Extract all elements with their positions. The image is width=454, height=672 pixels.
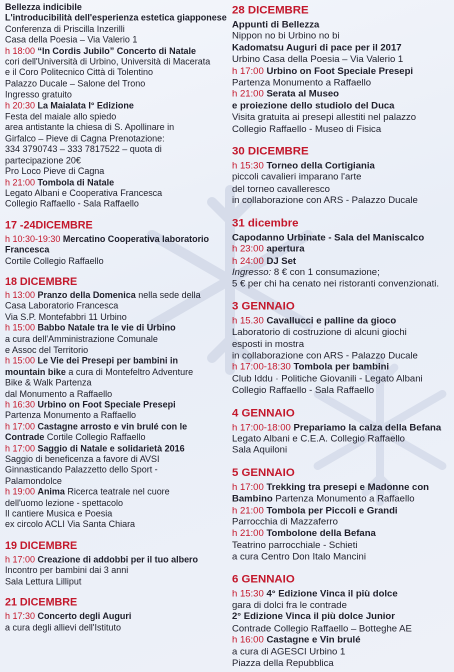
event-detail: Collegio Raffaello - Museo di Fisica <box>232 124 382 135</box>
program-line <box>232 43 438 55</box>
event-detail: Piazza della Repubblica <box>232 658 334 669</box>
program-line <box>232 482 438 494</box>
event-detail: Ginnasticando Palazzetto dello Sport - <box>5 465 158 476</box>
program-line <box>5 134 201 145</box>
program-line <box>5 302 201 313</box>
event-title: Le Vie dei Presepi per bambini in <box>37 356 178 367</box>
event-detail: nella sede della <box>138 291 201 301</box>
event-time: h 16:30 <box>5 400 35 411</box>
program-line <box>232 612 438 624</box>
event-title: Pranzo della Domenica <box>37 291 136 301</box>
event-title: Francesca <box>5 245 50 256</box>
event-title: Cavallucci e palline da gioco <box>266 315 397 327</box>
event-detail: Collegio Raffaello - Sala Raffaello <box>232 385 375 396</box>
program-line <box>5 167 201 178</box>
event-time: h 24:00 <box>232 255 264 267</box>
event-time: h 17:00-18:00 <box>232 422 291 433</box>
program-line <box>232 351 438 363</box>
program-line <box>232 66 438 78</box>
date-heading: 31 dicembre <box>232 215 299 229</box>
program-line <box>5 466 201 477</box>
event-time: h 17:00 <box>5 444 35 454</box>
event-time: h 15.30 <box>232 315 264 327</box>
program-line <box>232 517 438 529</box>
program-line <box>232 316 438 328</box>
date-heading: 18 DICEMBRE <box>5 275 78 288</box>
event-detail: Casa Laboratorio Francesca <box>5 301 119 312</box>
event-time: h 21:00 <box>232 505 264 516</box>
date-heading: 19 DICEMBRE <box>5 539 78 552</box>
program-line <box>232 529 438 541</box>
program-line <box>5 47 201 58</box>
event-detail: Nippon no bi Urbino no bi <box>232 31 340 42</box>
program-line <box>232 446 438 458</box>
event-time: h 19:00 <box>5 487 35 498</box>
event-title: L'introducibilità dell'esperienza estetica giapponese <box>5 13 227 24</box>
event-detail: Palamondolce <box>5 476 62 487</box>
event-title: “In Cordis Jubilo” Concerto di Natale <box>37 46 197 57</box>
program-line <box>5 69 201 80</box>
date-heading: 28 DICEMBRE <box>232 3 309 17</box>
event-detail: piccoli cavalieri imparano l'arte <box>232 172 362 183</box>
event-time: h 17:00 <box>5 555 35 565</box>
date-heading: 30 DICEMBRE <box>232 144 309 158</box>
program-line <box>232 589 438 601</box>
label-text: Ingresso: <box>232 267 272 278</box>
program-line <box>5 521 201 532</box>
program-line <box>232 279 438 291</box>
event-title: Saggio di Natale e solidarietà 2016 <box>37 444 185 454</box>
event-detail: Girfalco – Pieve di Cagna Prenotazione: <box>5 134 165 144</box>
event-detail: in collaborazione con ARS - Palazzo Ducale <box>232 350 418 362</box>
event-detail: Sala Aquiloni <box>232 445 288 456</box>
event-detail: Pro Loco Pieve di Cagna <box>5 166 105 177</box>
program-line <box>232 328 438 340</box>
event-time: h 17:00-18:30 <box>232 362 291 373</box>
event-time: h 15:30 <box>232 588 264 600</box>
program-line <box>5 90 201 101</box>
program-line <box>5 324 201 335</box>
event-detail: Laboratorio di costruzione di alcuni giochi <box>232 327 407 338</box>
event-detail: Visita gratuita ai presepi allestiti nel palazzo <box>232 112 417 123</box>
event-detail: ex circolo ACLI Via Santa Chiara <box>5 520 136 531</box>
event-detail: a cura dell'Amministrazione Comunale <box>5 334 158 345</box>
program-line <box>5 80 201 91</box>
program-line <box>232 113 438 125</box>
date-heading: 4 GENNAIO <box>232 405 295 419</box>
program-line <box>232 101 438 113</box>
program-line <box>5 378 201 389</box>
program-line <box>232 494 438 506</box>
program-line <box>232 268 438 280</box>
program-line <box>232 386 438 398</box>
program-line <box>232 658 438 670</box>
event-detail: Saggio di beneficenza a favore di AVSI <box>5 454 160 465</box>
date-heading: 21 DICEMBRE <box>5 595 78 609</box>
event-detail: 5 € per chi ha cenato nei ristoranti convenzionati. <box>232 279 440 290</box>
event-detail: Ricerca teatrale nel cuore <box>67 487 170 498</box>
program-line <box>5 623 201 634</box>
event-title: Urbino on Foot Speciale Presepi <box>37 400 176 411</box>
event-detail: Legato Albani e C.E.A. Collegio Raffaello <box>232 434 405 445</box>
date-heading: 5 GENNAIO <box>232 465 295 479</box>
program-line <box>5 566 201 577</box>
event-detail: e Assoc del Territorio <box>5 345 89 356</box>
program-line <box>5 13 227 25</box>
program-line <box>232 422 442 434</box>
event-detail: Contrade Collegio Raffaello – Botteghe AE <box>232 623 412 634</box>
event-time: h 16:00 <box>232 635 264 646</box>
program-line <box>5 3 201 14</box>
date-heading: 6 GENNAIO <box>232 572 295 586</box>
event-time: h 10:30-19:30 <box>5 234 61 245</box>
event-detail: Festa del maiale allo spiedo <box>5 112 117 122</box>
program-line <box>232 244 438 256</box>
event-title: mountain bike <box>5 367 66 378</box>
event-detail: Incontro per bambini dai 3 anni <box>5 566 129 576</box>
event-time: h 17:00 <box>232 66 264 77</box>
right-column <box>232 3 442 670</box>
program-line <box>232 184 438 196</box>
event-detail: Bike & Walk Partenza <box>5 378 92 389</box>
program-line <box>232 256 438 268</box>
program-line <box>232 506 438 518</box>
event-title: e proiezione dello studiolo del Duca <box>232 101 395 112</box>
event-detail: Palazzo Ducale – Salone del Trono <box>5 79 146 90</box>
program-line <box>232 374 438 386</box>
program-line <box>5 123 201 134</box>
event-time: h 13:00 <box>5 291 35 301</box>
event-detail: a cura di AGESCI Urbino 1 <box>232 646 346 658</box>
event-detail: esposti in mostra <box>232 339 305 350</box>
event-title: La Maialata I° Edizione <box>37 101 134 112</box>
event-title: Urbino on Foot Speciale Presepi <box>266 66 414 77</box>
date-heading: 17 -24DICEMBRE <box>5 218 93 231</box>
program-line <box>5 577 201 588</box>
event-time: h 21:00 <box>232 528 264 540</box>
program-line <box>232 635 438 647</box>
program-line <box>5 256 201 267</box>
event-detail: Conferenza di Priscilla Inzerilli <box>5 24 125 35</box>
event-detail: a cura Centro Don Italo Mancini <box>232 552 366 563</box>
event-detail: 8 € con 1 consumazione; <box>273 267 380 278</box>
program-line <box>232 78 438 90</box>
program-line <box>5 36 201 47</box>
event-title: Concerto degli Auguri <box>37 611 132 622</box>
event-title: Appunti di Bellezza <box>232 19 320 31</box>
program-line <box>5 112 201 123</box>
event-detail: a cura degli allievi dell'Istituto <box>5 622 121 633</box>
program-line <box>5 178 201 189</box>
event-detail: area antistante la chiesa di S. Apollinare in <box>5 123 175 133</box>
event-detail: 334 3790743 – 333 7817522 – quota di <box>5 145 162 155</box>
event-title: Bambino <box>232 494 273 505</box>
program-line <box>5 433 201 444</box>
program-line <box>5 335 201 346</box>
program-line <box>5 234 210 245</box>
program-line <box>232 55 438 67</box>
program-line <box>232 173 438 185</box>
event-title: Mercatino Cooperativa laboratorio <box>62 234 210 245</box>
event-detail: Cortile Collegio Raffaello <box>46 433 146 443</box>
program-line <box>5 477 201 488</box>
program-line <box>232 624 438 636</box>
program-line <box>232 552 438 564</box>
program-line <box>5 200 201 211</box>
program-line <box>5 510 201 521</box>
date-heading: 3 GENNAIO <box>232 299 295 313</box>
program-line <box>232 339 438 351</box>
event-title: Tombola per bambini <box>293 362 390 373</box>
event-detail: dell'uomo lezione - spettacolo <box>5 498 123 509</box>
event-title: Tombola per Piccoli e Grandi <box>266 505 398 516</box>
event-title: Castagne e Vin brulé <box>266 635 361 646</box>
event-title: 4° Edizione Vinca il più dolce <box>266 588 398 600</box>
event-detail: Sala Lettura Lilliput <box>5 577 82 587</box>
program-line <box>232 124 438 136</box>
event-time: h 23:00 <box>232 244 264 255</box>
event-detail: partecipazione 20€ <box>5 156 81 166</box>
program-line <box>5 400 201 411</box>
event-time: h 15:30 <box>232 161 264 172</box>
event-detail: Casa della Poesia – Via Valerio 1 <box>5 35 138 46</box>
event-title: Trekking tra presepi e Madonne con <box>266 482 429 493</box>
event-detail: Partenza Monumento a Raffaello <box>5 411 137 421</box>
program-line <box>5 245 201 256</box>
event-detail: Club Iddu · Politiche Giovanili - Legato Albani <box>232 373 423 385</box>
event-detail: dal Monumento a Raffaello <box>5 389 113 400</box>
program-line <box>232 434 438 446</box>
event-detail: gara di dolci fra le contrade <box>232 600 347 611</box>
program-line <box>5 411 201 422</box>
program-line <box>5 444 201 455</box>
event-time: h 21:00 <box>5 177 35 188</box>
event-title: Anima <box>37 487 65 498</box>
event-title: Bellezza indicibile <box>5 3 82 13</box>
event-detail: Urbino Casa della Poesia – Via Valerio 1 <box>232 54 404 65</box>
program-line <box>5 145 201 156</box>
event-detail: Via S.P. Montefabbri 11 Urbino <box>5 312 127 323</box>
event-time: h 21:00 <box>232 89 264 100</box>
program-line <box>5 368 201 379</box>
event-detail: e il Coro Politecnico Città di Tolentino <box>5 68 154 79</box>
program-line <box>5 156 201 167</box>
event-time: h 17:30 <box>5 611 35 622</box>
event-time: h 17:00 <box>5 422 35 432</box>
event-title: Serata al Museo <box>266 89 339 100</box>
left-column <box>5 3 227 634</box>
program-line <box>232 233 438 245</box>
program-line <box>5 499 201 510</box>
event-detail: Cortile Collegio Raffaello <box>5 256 104 267</box>
event-title: DJ Set <box>266 255 297 267</box>
event-title: Tombola di Natale <box>37 177 115 188</box>
event-detail: Parrocchia di Mazzaferro <box>232 517 338 528</box>
event-title: Torneo della Cortigiania <box>266 161 375 172</box>
event-detail: cori dell'Università di Urbino, Università di Macerata <box>5 57 211 68</box>
program-line <box>5 101 201 112</box>
program-line <box>232 161 438 173</box>
event-time: h 20:30 <box>5 101 35 112</box>
event-title: Prepariamo la calza della Befana <box>293 422 442 433</box>
program-line <box>5 313 201 324</box>
event-detail: Legato Albani e Cooperativa Francesca <box>5 188 163 199</box>
event-title: Castagne arrosto e vin brulé con le <box>37 422 188 432</box>
event-detail: a cura di Montefeltro Adventure <box>68 367 194 378</box>
event-title: 2° Edizione Vinca il più dolce Junior <box>232 612 395 623</box>
program-line <box>5 389 201 400</box>
event-time: h 15:00 <box>5 356 35 367</box>
program-line <box>232 540 438 552</box>
program-line <box>5 488 201 499</box>
event-title: Contrade <box>5 433 45 443</box>
program-line <box>5 346 201 357</box>
program-line <box>5 612 201 623</box>
program-line <box>5 189 201 200</box>
event-detail: Collegio Raffaello - Sala Raffaello <box>5 199 139 210</box>
program-line <box>5 357 201 368</box>
event-time: h 18:00 <box>5 46 35 57</box>
program-line <box>232 20 438 32</box>
event-detail: Teatrino parrocchiale - Schieti <box>232 540 358 551</box>
program-line <box>232 647 438 659</box>
event-detail: Partenza Monumento a Raffaello <box>275 494 415 505</box>
event-title: Tombolone della Befana <box>266 528 376 540</box>
event-detail: in collaborazione con ARS - Palazzo Ducale <box>232 195 418 207</box>
event-detail: del torneo cavalleresco <box>232 184 330 195</box>
program-line <box>5 422 201 433</box>
event-detail: Ingresso gratuito <box>5 90 72 101</box>
event-detail: Partenza Monumento a Raffaello <box>232 77 372 89</box>
event-title: Creazione di addobbi per il tuo albero <box>37 555 199 565</box>
event-time: h 15:00 <box>5 323 35 334</box>
program-line <box>232 196 438 208</box>
program-line <box>232 600 438 612</box>
event-time: h 17:00 <box>232 482 264 493</box>
event-title: Babbo Natale tra le vie di Urbino <box>37 323 176 334</box>
program-line <box>5 25 201 36</box>
event-title: Kadomatsu Auguri di pace per il 2017 <box>232 43 402 54</box>
program-line <box>232 89 438 101</box>
program-line <box>232 362 438 374</box>
program-line <box>5 555 201 566</box>
program-line <box>5 455 201 466</box>
event-title: Capodanno Urbinate - Sala del Maniscalco <box>232 232 425 244</box>
program-line <box>5 57 211 69</box>
event-title: apertura <box>266 244 305 255</box>
program-line <box>232 31 438 43</box>
event-detail: Il cantiere Musica e Poesia <box>5 509 113 520</box>
program-line <box>5 291 201 302</box>
